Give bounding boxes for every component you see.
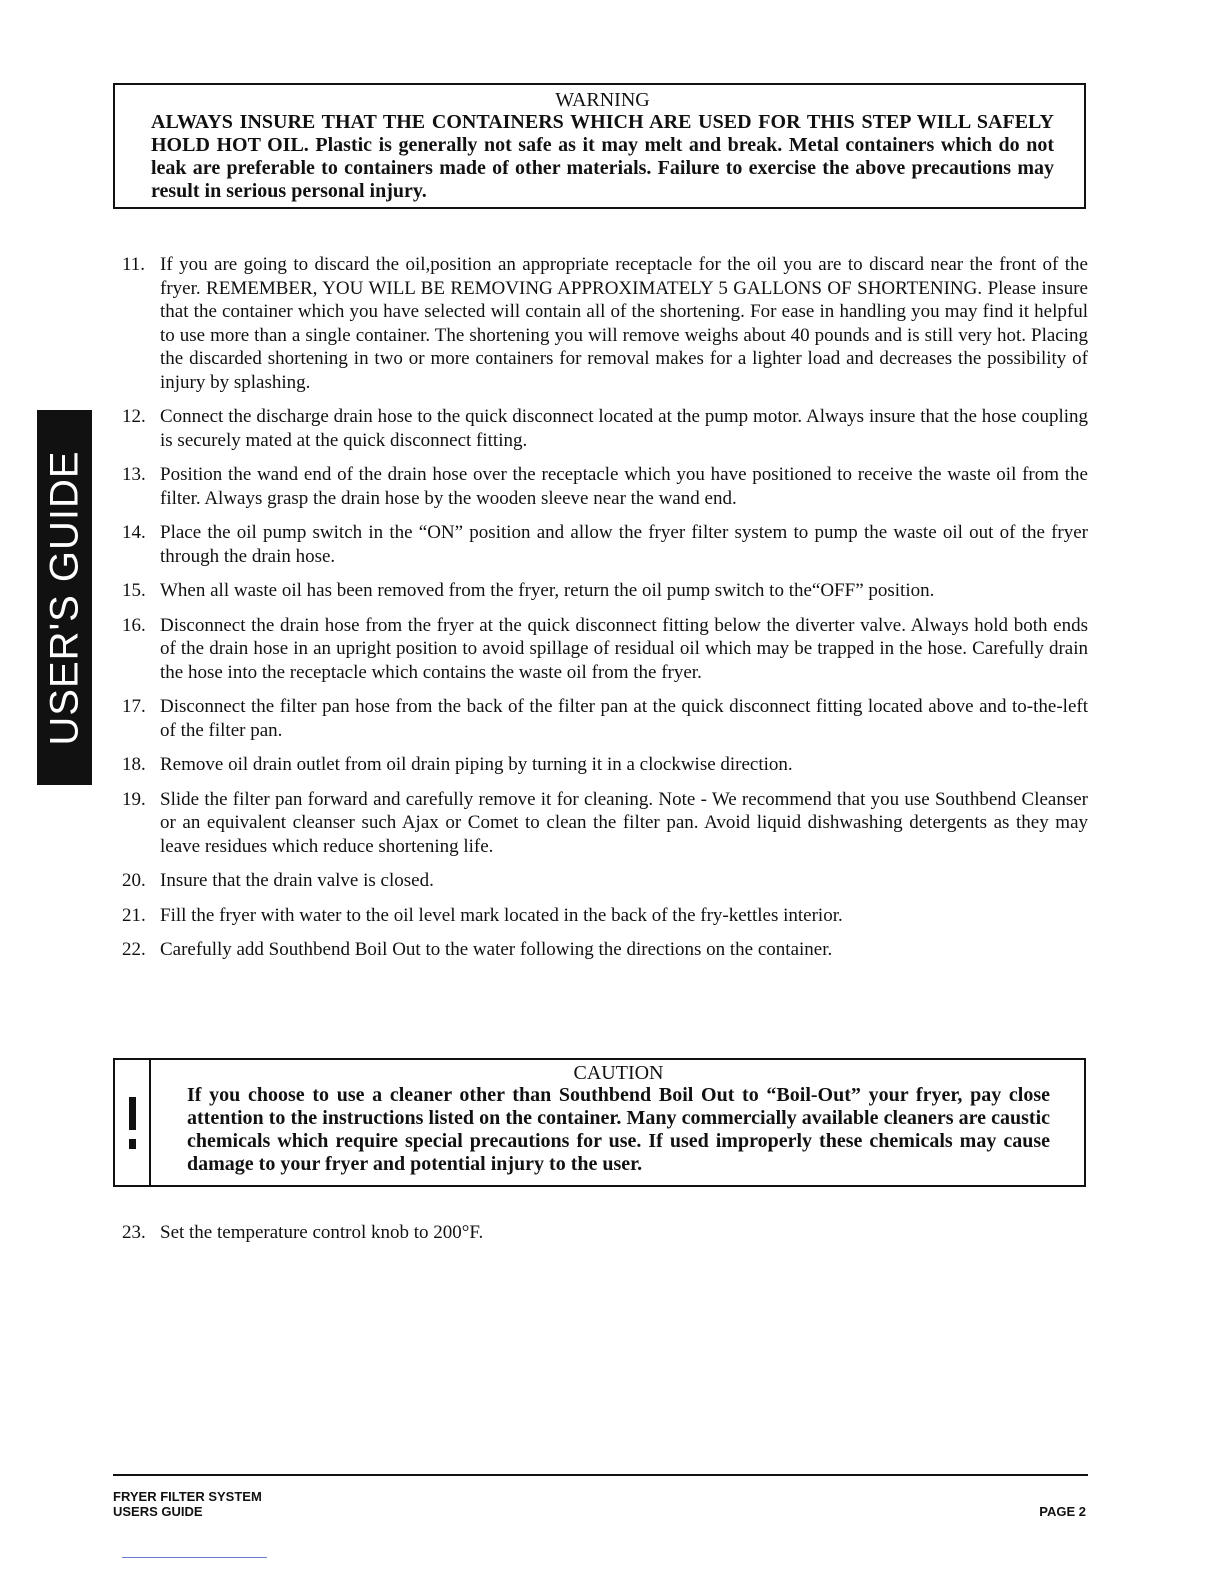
step-item bbox=[122, 614, 1088, 685]
step-text: Fill the fryer with water to the oil level mark located in the back of the fry-kettles interior. bbox=[160, 904, 843, 926]
step-item bbox=[122, 938, 1088, 962]
warning-box bbox=[113, 83, 1086, 209]
step-number: 19. bbox=[122, 788, 146, 810]
step-text: If you are going to discard the oil,position an appropriate receptacle for the oil you are to discard near the front of the fryer. REMEMBER, YOU WILL BE REMOVING APPROXIMATELY 5 GALLONS OF SHORTENING. Please insure that the container which you have selected will contain all of the shortening. For ease in handling you may find it helpful to use more than a single container. The shortening you will remove weighs about 40 pounds and is still very hot. Placing the discarded shortening in two or more containers for removal makes for a lighter load and decreases the possibility of injury by splashing. bbox=[160, 254, 1088, 393]
step-number: 12. bbox=[122, 406, 146, 427]
step-text: Disconnect the filter pan hose from the back of the filter pan at the quick disconnect fitting located above and to-the-left of the filter pan. bbox=[160, 696, 1088, 741]
step-text: Remove oil drain outlet from oil drain piping by turning it in a clockwise direction. bbox=[160, 754, 793, 775]
side-tab bbox=[37, 410, 92, 785]
step-item bbox=[122, 753, 1088, 777]
step-number: 20. bbox=[122, 870, 146, 891]
step-item bbox=[122, 869, 1088, 893]
footer-line1: FRYER FILTER SYSTEM bbox=[113, 1489, 262, 1504]
caution-title: CAUTION bbox=[573, 1062, 664, 1084]
page-number: PAGE 2 bbox=[1039, 1504, 1086, 1519]
footer-divider bbox=[113, 1474, 1088, 1476]
caution-box bbox=[113, 1058, 1086, 1187]
steps-list bbox=[122, 253, 1088, 973]
step-text: Place the oil pump switch in the “ON” position and allow the fryer filter system to pump the waste oil out of the fryer through the drain hose. bbox=[160, 522, 1088, 567]
step-text: When all waste oil has been removed from the fryer, return the oil pump switch to the“OFF” position. bbox=[160, 580, 935, 601]
footer-line2: USERS GUIDE bbox=[113, 1504, 203, 1519]
step-number: 15. bbox=[122, 580, 146, 601]
step-item bbox=[122, 463, 1088, 510]
step-item bbox=[122, 1222, 483, 1244]
footer-title bbox=[113, 1489, 262, 1519]
step-item bbox=[122, 904, 1088, 928]
decorative-line bbox=[122, 1557, 267, 1558]
step-item bbox=[122, 788, 1088, 859]
step-item bbox=[122, 695, 1088, 742]
step-text: Carefully add Southbend Boil Out to the water following the directions on the container. bbox=[160, 939, 833, 960]
step-item bbox=[122, 521, 1088, 568]
warning-body: Plastic is generally not safe as it may melt and break. Metal containers which do not leak are preferable to containers made of other materials. Failure to exercise the above precautions may result in serious personal injury. bbox=[151, 134, 1055, 202]
step-text: Set the temperature control knob to 200°F. bbox=[160, 1222, 484, 1243]
step-text: Connect the discharge drain hose to the quick disconnect located at the pump motor. Always insure that the hose coupling is securely mated at the quick disconnect fitting. bbox=[160, 406, 1088, 451]
warning-caps: ALWAYS INSURE THAT THE CONTAINERS WHICH ARE USED FOR THIS STEP WILL SAFELY HOLD HOT OIL. bbox=[151, 111, 1054, 156]
side-tab-label: USER'S GUIDE bbox=[42, 449, 86, 746]
step-number: 14. bbox=[122, 522, 146, 543]
caution-body: If you choose to use a cleaner other than Southbend Boil Out to “Boil-Out” your fryer, pay close attention to the instructions listed on the container. Many commercially available cleaners are caustic chemicals which require special precautions for use. If used improperly these chemicals may cause damage to your fryer and potential injury to the user. bbox=[187, 1084, 1050, 1175]
step-number: 13. bbox=[122, 464, 146, 485]
step-number: 23. bbox=[122, 1222, 146, 1243]
step-text: Slide the filter pan forward and carefully remove it for cleaning. Note - We recommend that you use Southbend Cleanser or an equivalent cleanser such Ajax or Comet to clean the filter pan. Avoid liquid dishwashing detergents as they may leave residues which reduce shortening life. bbox=[160, 788, 1088, 857]
step-item bbox=[122, 579, 1088, 603]
step-number: 18. bbox=[122, 754, 146, 775]
warning-title: WARNING bbox=[555, 89, 650, 111]
step-item bbox=[122, 253, 1088, 394]
step-text: Insure that the drain valve is closed. bbox=[160, 870, 434, 891]
step-number: 16. bbox=[122, 614, 146, 636]
step-text: Position the wand end of the drain hose over the receptacle which you have positioned to receive the waste oil from the filter. Always grasp the drain hose by the wooden sleeve near the wand end. bbox=[160, 464, 1088, 509]
step-item bbox=[122, 405, 1088, 452]
step-number: 17. bbox=[122, 696, 146, 717]
step-number: 11. bbox=[122, 254, 146, 275]
step-number: 21. bbox=[122, 904, 146, 926]
step-text: Disconnect the drain hose from the fryer at the quick disconnect fitting below the diverter valve. Always hold both ends of the drain hose in an upright position to avoid spillage of residual oil which may be trapped in the hose. Carefully drain the hose into the receptacle which contains the waste oil from the fryer. bbox=[160, 614, 1088, 683]
step-number: 22. bbox=[122, 939, 146, 960]
exclamation-icon bbox=[115, 1060, 151, 1185]
